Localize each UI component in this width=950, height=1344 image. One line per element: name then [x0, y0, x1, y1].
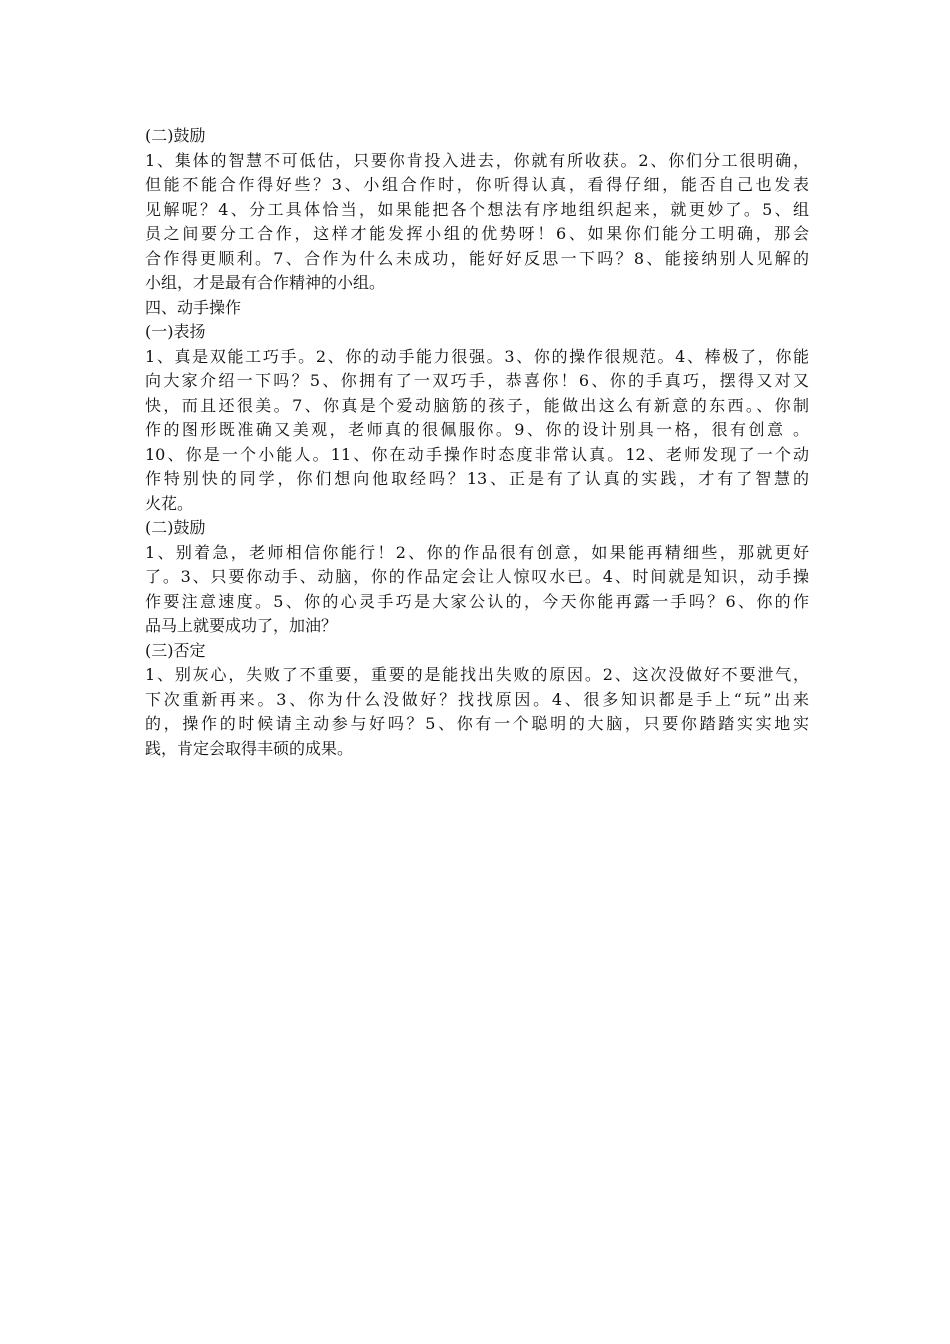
paragraph-line: 火花。: [145, 493, 194, 513]
paragraph-line: 见解呢？4、分工具体恰当，如果能把各个想法有序地组织起来，就更妙了。5、组: [145, 199, 809, 219]
paragraph-line: 1、别着急，老师相信你能行！2、你的作品很有创意，如果能再精细些，那就更好: [145, 542, 809, 562]
paragraph-line: 合作得更顺利。7、合作为什么未成功，能好好反思一下吗？8、能接纳别人见解的: [145, 248, 809, 268]
paragraph-line: 践，肯定会取得丰硕的成果。: [145, 738, 354, 758]
paragraph-line: 向大家介绍一下吗？5、你拥有了一双巧手，恭喜你！6、你的手真巧，摆得又对又: [145, 371, 809, 390]
paragraph-line: 品马上就要成功了，加油？: [145, 616, 338, 635]
paragraph-line: 1、集体的智慧不可低估，只要你肯投入进去，你就有所收获。2、你们分工很明确，: [145, 150, 809, 170]
section-heading-praise: (一)表扬: [145, 322, 206, 341]
paragraph-line: 的，操作的时候请主动参与好吗？5、你有一个聪明的大脑，只要你踏踏实实地实: [145, 714, 809, 733]
paragraph-line: 了。3、只要你动手、动脑，你的作品定会让人惊叹水已。4、时间就是知识，动手操: [145, 567, 809, 586]
paragraph-line: 作特别快的同学，你们想向他取经吗？13、正是有了认真的实践，才有了智慧的: [145, 469, 809, 488]
paragraph-line: 作要注意速度。5、你的心灵手巧是大家公认的，今天你能再露一手吗？6、你的作: [145, 591, 809, 611]
document-page: [145, 124, 809, 761]
paragraph-line: 但能不能合作得好些？3、小组合作时，你听得认真，看得仔细，能否自己也发表: [145, 175, 809, 194]
paragraph-line: 员之间要分工合作，这样才能发挥小组的优势呀！6、如果你们能分工明确，那会: [145, 224, 809, 243]
paragraph-line: 下次重新再来。3、你为什么没做好？找找原因。4、很多知识都是手上“玩”出来: [145, 689, 809, 709]
paragraph-line: 10、你是一个小能人。11、你在动手操作时态度非常认真。12、老师发现了一个动: [145, 444, 809, 464]
section-heading-hands-on: 四、动手操作: [145, 297, 242, 317]
section-heading-negate: (三)否定: [145, 640, 206, 660]
paragraph-line: 作的图形既准确又美观，老师真的很佩服你。9、你的设计别具一格，很有创意 。: [145, 420, 809, 439]
paragraph-line: 1、别灰心，失败了不重要，重要的是能找出失败的原因。2、这次没做好不要泄气，: [145, 665, 809, 684]
section-heading-encourage-2: (二)鼓励: [145, 518, 206, 537]
paragraph-line: 小组，才是最有合作精神的小组。: [145, 273, 386, 292]
paragraph-line: 快，而且还很美。7、你真是个爱动脑筋的孩子，能做出这么有新意的东西。、你制: [145, 395, 809, 415]
section-heading-encourage: (二)鼓励: [145, 126, 206, 145]
paragraph-line: 1、真是双能工巧手。2、你的动手能力很强。3、你的操作很规范。4、棒极了，你能: [145, 346, 809, 366]
